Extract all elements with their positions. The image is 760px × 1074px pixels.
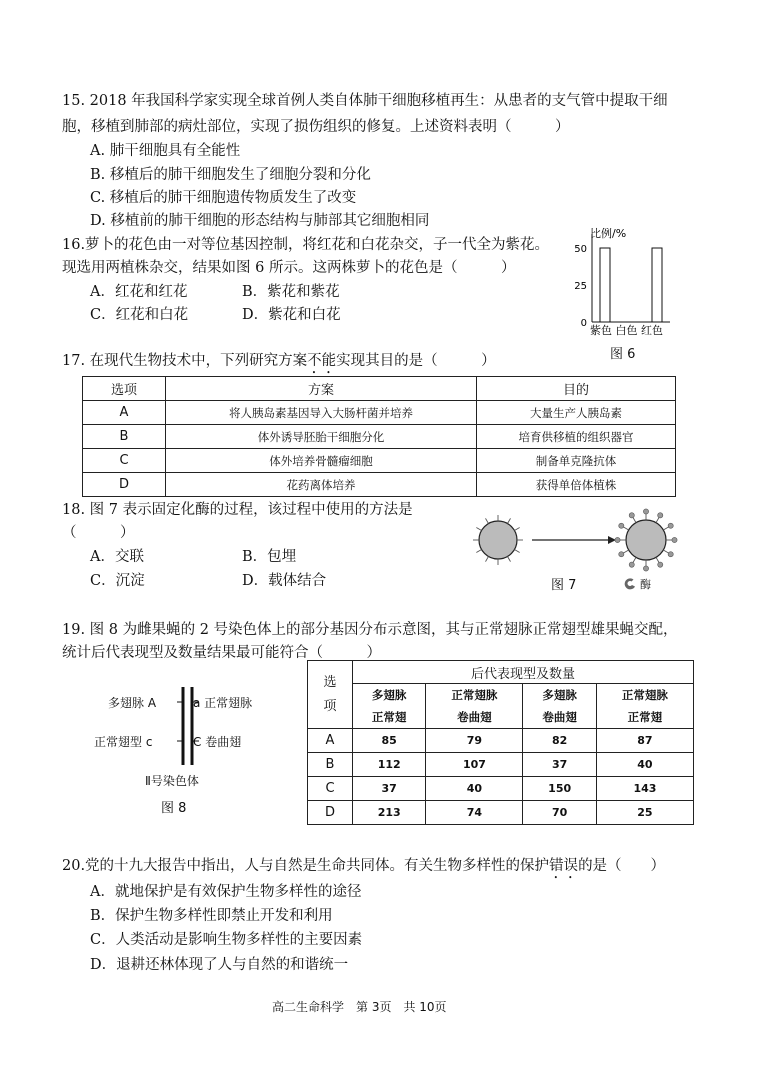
x-tick-labels: 紫色 白色 红色 (590, 324, 663, 337)
q19-cell-count: 82 (523, 729, 596, 753)
figure-7-legend-label: 酶 (640, 578, 651, 591)
q19-col-header-line1: 多翅脉 (371, 688, 407, 702)
q18-option-a: A．交联 (90, 549, 144, 565)
q19-cell-count: 85 (353, 729, 426, 753)
q19-col-header-line2: 卷曲翅 (457, 710, 492, 724)
carrier-arm (514, 550, 519, 553)
q20-option-d: D．退耕还林体现了人与自然的和谐统一 (90, 957, 349, 973)
figure-6-chart (560, 222, 690, 362)
carrier-arm (656, 557, 659, 562)
q16-option-d: D．紫花和白花 (242, 307, 341, 323)
enzyme-icon (624, 577, 638, 591)
q16-option-c: C．红花和白花 (90, 307, 189, 323)
y-tick-label: 50 (574, 244, 587, 255)
q19-table (307, 660, 694, 825)
q17-cell-goal: 大量生产人胰岛素 (477, 401, 676, 425)
q18-option-c: C．沉淀 (90, 573, 145, 589)
q19-cell-option: B (308, 753, 353, 777)
q20-option-a: A．就地保护是有效保护生物多样性的途径 (90, 884, 362, 900)
q17-cell-option: A (83, 401, 166, 425)
q15-option-a: A. 肺干细胞具有全能性 (90, 143, 241, 159)
q19-cell-count: 37 (353, 777, 426, 801)
enzyme-icon (615, 537, 620, 542)
q17-table-header-row (83, 377, 676, 401)
q19-cell-count: 37 (523, 753, 596, 777)
q15-stem-line2: 胞，移植到肺部的病灶部位，实现了损伤组织的修复。上述资料表明（ ） (62, 119, 570, 135)
q20-stem (62, 856, 665, 882)
q19-cell-count: 74 (426, 801, 523, 825)
page-footer: 高二生命科学 第 3页 共 10页 (272, 1000, 447, 1014)
q19-col-header-line1: 多翅脉 (542, 688, 577, 702)
q17-header-goal: 目的 (477, 377, 676, 401)
carrier-arm (656, 517, 659, 522)
carrier-bead-with-enzyme (615, 509, 677, 571)
q17-stem-post: 实现其目的是（ ） (336, 353, 496, 369)
q15-stem-line1: 15. 2018 年我国科学家实现全球首例人类自体肺干细胞移植再生：从患者的支气管中提取干细 (62, 93, 668, 109)
table-row (83, 473, 676, 497)
carrier-arm (514, 528, 519, 531)
q19-col-header (426, 684, 523, 729)
q19-col-header (353, 684, 426, 729)
q17-stem-emphasis: 不能 (307, 353, 337, 369)
carrier-arm (486, 556, 489, 561)
q20-stem-emphasis: 错误 (549, 858, 579, 874)
carrier-arm (633, 517, 636, 522)
q19-stem-line1: 19. 图 8 为雌果蝇的 2 号染色体上的部分基因分布示意图，其与正常翅脉正常翅型雄果蝇交配， (62, 622, 678, 638)
gene-label-A: 多翅脉 A (108, 696, 157, 710)
q19-cell-count: 40 (596, 753, 693, 777)
q19-col-header-line2: 正常翅 (627, 710, 663, 724)
q19-cell-count: 107 (426, 753, 523, 777)
carrier-bead-before (473, 515, 523, 565)
q17-cell-plan: 花药离体培养 (166, 473, 477, 497)
figure-6-caption: 图 6 (610, 347, 636, 362)
table-row (308, 753, 694, 777)
enzyme-icon (672, 537, 677, 542)
q17-cell-goal: 培育供移植的组织器官 (477, 425, 676, 449)
q17-cell-plan: 将人胰岛素基因导入大肠杆菌并培养 (166, 401, 477, 425)
q19-table-header-row (308, 661, 694, 684)
q16-option-b: B．紫花和紫花 (242, 284, 340, 300)
q18-option-b: B．包埋 (242, 549, 297, 565)
q19-cell-count: 70 (523, 801, 596, 825)
q17-cell-goal: 获得单倍体植株 (477, 473, 676, 497)
q17-header-option: 选项 (83, 377, 166, 401)
q19-header-option (308, 661, 353, 729)
q19-cell-count: 79 (426, 729, 523, 753)
figure-7-caption: 图 7 (551, 578, 577, 593)
q19-col-header-line1: 正常翅脉 (451, 688, 498, 702)
q16-stem-line2: 现选用两植株杂交，结果如图 6 所示。这两株萝卜的花色是（ ） (62, 260, 516, 276)
gene-label-a: a 正常翅脉 (193, 696, 253, 710)
q19-cell-option: A (308, 729, 353, 753)
enzyme-icon (643, 566, 648, 571)
q17-cell-plan: 体外诱导胚胎干细胞分化 (166, 425, 477, 449)
q18-stem-line1: 18. 图 7 表示固定化酶的过程，该过程中使用的方法是 (62, 502, 413, 518)
carrier-arm (476, 528, 481, 531)
carrier-arm (508, 518, 511, 523)
table-row (308, 729, 694, 753)
chromosome-label: Ⅱ号染色体 (145, 774, 199, 788)
q19-cell-count: 112 (353, 753, 426, 777)
q19-stem-line2: 统计后代表现型及数量结果最可能符合（ ） (62, 645, 381, 661)
q15-option-c: C. 移植后的肺干细胞遗传物质发生了改变 (90, 190, 357, 206)
y-tick-label: 0 (580, 318, 587, 329)
q20-stem-post: 的是（ ） (578, 858, 666, 874)
carrier-arm (633, 557, 636, 562)
enzyme-icon (619, 552, 624, 557)
q19-header-group: 后代表现型及数量 (353, 661, 694, 684)
q19-cell-count: 143 (596, 777, 693, 801)
q19-cell-option: C (308, 777, 353, 801)
figure-8-caption: 图 8 (161, 801, 187, 816)
q15-option-b: B. 移植后的肺干细胞发生了细胞分裂和分化 (90, 167, 371, 183)
q19-col-header-line2: 正常翅 (371, 710, 407, 724)
carrier-arm (623, 527, 628, 530)
q20-option-b: B．保护生物多样性即禁止开发和利用 (90, 908, 333, 924)
q17-table (82, 376, 676, 497)
q17-stem-pre: 17. 在现代生物技术中，下列研究方案 (62, 353, 308, 369)
q19-header-option-top: 选 (323, 674, 337, 690)
q19-cell-option: D (308, 801, 353, 825)
arrow-icon (532, 536, 616, 544)
carrier-arm (663, 527, 668, 530)
enzyme-icon (643, 509, 648, 514)
enzyme-icon (629, 513, 634, 518)
gene-label-c: 正常翅型 c (94, 735, 153, 749)
q17-stem (62, 351, 496, 377)
q19-col-header (523, 684, 596, 729)
figure-7-legend (624, 576, 651, 592)
q19-col-header-line2: 卷曲翅 (542, 710, 577, 724)
q16-stem-line1: 16.萝卜的花色由一对等位基因控制，将红花和白花杂交，子一代全为紫花。 (62, 237, 550, 253)
q17-cell-option: B (83, 425, 166, 449)
carrier-arm (476, 550, 481, 553)
chart-bar (600, 248, 610, 322)
q17-cell-goal: 制备单克隆抗体 (477, 449, 676, 473)
q20-option-c: C．人类活动是影响生物多样性的主要因素 (90, 932, 363, 948)
gene-label-C: C 卷曲翅 (193, 735, 242, 749)
q19-header-option-bottom: 项 (323, 698, 337, 714)
carrier-arm (623, 550, 628, 553)
table-row (83, 401, 676, 425)
q17-header-plan: 方案 (166, 377, 477, 401)
carrier-arm (508, 556, 511, 561)
figure-7-diagram (460, 500, 700, 595)
enzyme-icon (658, 562, 663, 567)
q19-cell-count: 25 (596, 801, 693, 825)
q19-table-subheader-row (308, 684, 694, 729)
table-row (83, 449, 676, 473)
q19-col-header-line1: 正常翅脉 (621, 688, 668, 702)
q19-col-header (596, 684, 693, 729)
enzyme-icon (668, 523, 673, 528)
q19-cell-count: 87 (596, 729, 693, 753)
q19-cell-count: 40 (426, 777, 523, 801)
q17-cell-plan: 体外培养骨髓瘤细胞 (166, 449, 477, 473)
chart-bar (652, 248, 662, 322)
y-tick-label: 25 (574, 281, 587, 292)
q19-cell-count: 150 (523, 777, 596, 801)
q18-stem-line2: （ ） (62, 525, 135, 541)
enzyme-icon (668, 552, 673, 557)
table-row (308, 777, 694, 801)
y-axis-label: 比例/% (590, 227, 627, 240)
table-row (83, 425, 676, 449)
q17-cell-option: C (83, 449, 166, 473)
table-row (308, 801, 694, 825)
enzyme-icon (629, 562, 634, 567)
q15-option-d: D. 移植前的肺干细胞的形态结构与肺部其它细胞相同 (90, 213, 430, 229)
carrier-arm (663, 550, 668, 553)
q17-cell-option: D (83, 473, 166, 497)
q20-stem-pre: 20.党的十九大报告中指出，人与自然是生命共同体。有关生物多样性的保护 (62, 858, 550, 874)
q19-cell-count: 213 (353, 801, 426, 825)
enzyme-icon (619, 523, 624, 528)
carrier-arm (486, 518, 489, 523)
q18-option-d: D．载体结合 (242, 573, 327, 589)
enzyme-icon (658, 513, 663, 518)
q16-option-a: A．红花和红花 (90, 284, 188, 300)
